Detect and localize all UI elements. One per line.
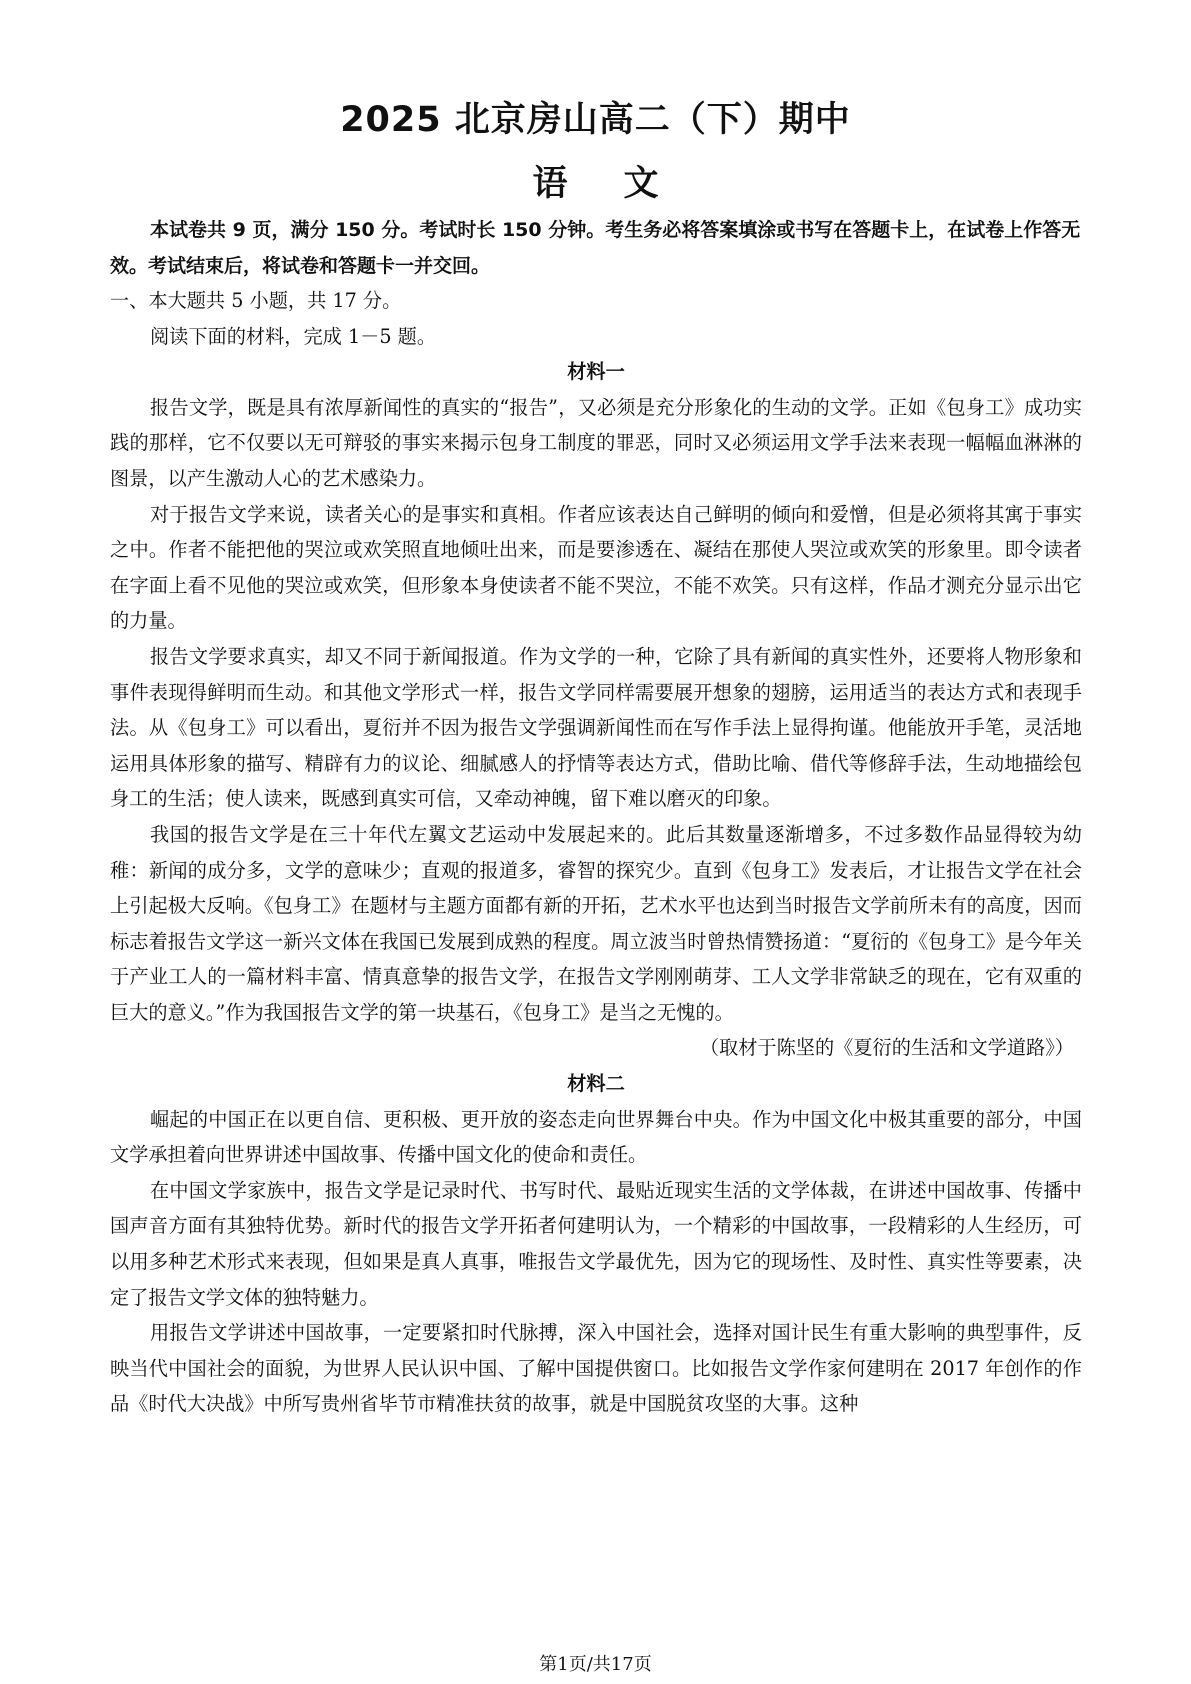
section-prompt: 阅读下面的材料，完成 1－5 题。 xyxy=(150,324,437,348)
exam-body xyxy=(110,283,1082,1422)
material-1-title: 材料一 xyxy=(567,360,625,384)
material-1-paragraph: 对于报告文学来说，读者关心的是事实和真相。作者应该表达自己鲜明的倾向和爱憎，但是必须将其寓于事实之中。作者不能把他的哭泣或欢笑照直地倾吐出来，而是要渗透在、凝结在那使人哭泣或欢笑的形象里。即令读者在字面上看不见他的哭泣或欢笑，但形象本身使读者不能不哭泣，不能不欢笑。只有这样，作品才测充分显示出它的力量。 xyxy=(110,502,1082,633)
subject-heading xyxy=(0,156,1191,206)
page-number: 第1页/共17页 xyxy=(539,1654,652,1675)
material-2-paragraph: 崛起的中国正在以更自信、更积极、更开放的姿态走向世界舞台中央。作为中国文化中极其重要的部分，中国文学承担着向世界讲述中国故事、传播中国文化的使命和责任。 xyxy=(110,1107,1082,1167)
subject-char-2: 文 xyxy=(623,164,659,204)
material-1-source: （取材于陈坚的《夏衍的生活和文学道路》） xyxy=(699,1036,1074,1060)
exam-title: 2025 北京房山高二（下）期中 xyxy=(340,100,851,140)
subject-char-1: 语 xyxy=(532,164,568,204)
material-1-paragraph: 我国的报告文学是在三十年代左翼文艺运动中发展起来的。此后其数量逐渐增多，不过多数作品显得较为幼稚：新闻的成分多，文学的意味少；直观的报道多，睿智的探究少。直到《包身工》发表后，才让报告文学在社会上引起极大反响。《包身工》在题材与主题方面都有新的开拓，艺术水平也达到当时报告文学前所未有的高度，因而标志着报告文学这一新兴文体在我国已发展到成熟的程度。周立波当时曾热情赞扬道：“夏衍的《包身工》是今年关于产业工人的一篇材料丰富、情真意挚的报告文学，在报告文学刚刚萌芽、工人文学非常缺乏的现在，它有双重的巨大的意义。”作为我国报告文学的第一块基石，《包身工》是当之无愧的。 xyxy=(110,822,1082,1024)
material-1-paragraph: 报告文学要求真实，却又不同于新闻报道。作为文学的一种，它除了具有新闻的真实性外，还要将人物形象和事件表现得鲜明而生动。和其他文学形式一样，报告文学同样需要展开想象的翅膀，运用适当的表达方式和表现手法。从《包身工》可以看出，夏衍并不因为报告文学强调新闻性而在写作手法上显得拘谨。他能放开手笔，灵活地运用具体形象的描写、精辟有力的议论、细腻感人的抒情等表达方式，借助比喻、借代等修辞手法，生动地描绘包身工的生活；使人读来，既感到真实可信，又牵动神魄，留下难以磨灭的印象。 xyxy=(110,644,1082,811)
exam-instructions: 本试卷共 9 页，满分 150 分。考试时长 150 分钟。考生务必将答案填涂或书写在答题卡上，在试卷上作答无效。考试结束后，将试卷和答题卡一并交回。 xyxy=(110,219,1081,277)
material-2-paragraph: 用报告文学讲述中国故事，一定要紧扣时代脉搏，深入中国社会，选择对国计民生有重大影响的典型事件，反映当代中国社会的面貌，为世界人民认识中国、了解中国提供窗口。比如报告文学作家何建明在 2017 年创作的作品《时代大决战》中所写贵州省毕节市精准扶贫的故事，就是中国脱贫攻坚的大事。这种 xyxy=(110,1321,1082,1416)
material-2-paragraph: 在中国文学家族中，报告文学是记录时代、书写时代、最贴近现实生活的文学体裁，在讲述中国故事、传播中国声音方面有其独特优势。新时代的报告文学开拓者何建明认为，一个精彩的中国故事，一段精彩的人生经历，可以用多种艺术形式来表现，但如果是真人真事，唯报告文学最优先，因为它的现场性、及时性、真实性等要素，决定了报告文学文体的独特魅力。 xyxy=(110,1178,1082,1309)
material-2-title: 材料二 xyxy=(567,1072,625,1096)
section-heading: 一、本大题共 5 小题，共 17 分。 xyxy=(110,289,402,312)
material-1-paragraph: 报告文学，既是具有浓厚新闻性的真实的“报告”，又必须是充分形象化的生动的文学。正如《包身工》成功实践的那样，它不仅要以无可辩驳的事实来揭示包身工制度的罪恶，同时又必须运用文学手法来表现一幅幅血淋淋的图景，以产生激动人心的艺术感染力。 xyxy=(110,395,1082,490)
